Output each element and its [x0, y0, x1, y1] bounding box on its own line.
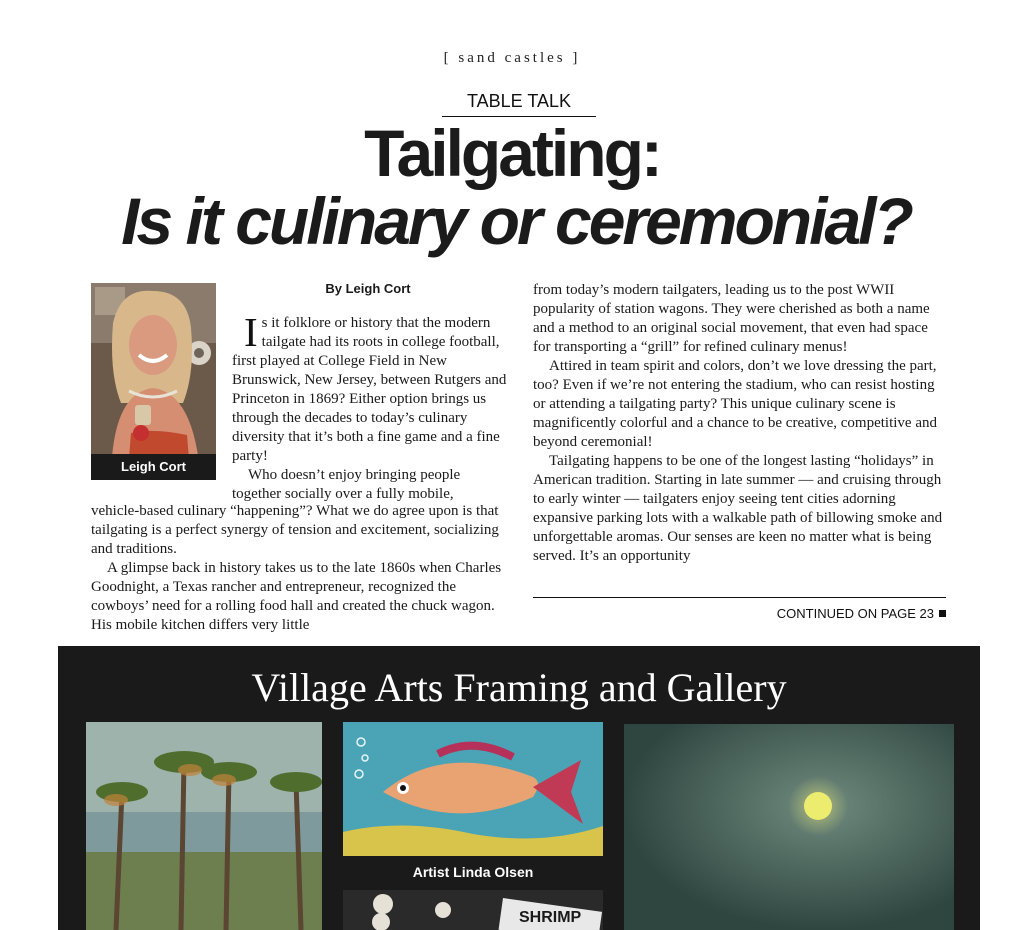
dropcap: I: [244, 309, 258, 355]
ad-title: Village Arts Framing and Gallery: [251, 665, 787, 710]
shrimp-painting: [343, 890, 603, 930]
end-square-icon: [939, 610, 946, 617]
author-photo: [91, 283, 216, 480]
moon-painting: [624, 724, 954, 930]
headline: [0, 116, 1024, 258]
column-rule: [533, 597, 946, 598]
headline-line2: Is it culinary or ceremonial?: [121, 184, 911, 258]
paragraph-3: A glimpse back in history takes us to the late 1860s when Charles Goodnight, a Texas rancher and entrepreneur, recognized the cowboys’ need for a rolling food hall and created the chuck wagon. His mobile kitchen differs very little: [91, 560, 502, 633]
artist-label: Artist Linda Olsen: [412, 864, 534, 880]
paragraph-5: Attired in team spirit and colors, don’t we love dressing the part, too? Even if we’re not entering the stadium, who can resist hosting or attending a tailgating party? This unique culinary scene is magnificently colorful and a chance to be creative, competitive and beyond ceremonial!: [533, 358, 937, 450]
paragraph-2-end: vehicle-based culinary “happening”? What we do agree upon is that tailgating is a perfect synergy of tension and excitement, socializing and traditions.: [91, 503, 499, 557]
continued-line: [533, 606, 946, 621]
paragraph-4: from today’s modern tailgaters, leading us to the post WWII popularity of station wagons. They were cherished as both a name and a method to an original social movement, that even had space for transporting a “grill” for refined culinary menus!: [533, 282, 930, 355]
paragraph-2-start: Who doesn’t enjoy bringing people together socially over a fully mobile,: [232, 467, 461, 502]
section-tag: [ sand castles ]: [443, 50, 581, 66]
paragraph-6: Tailgating happens to be one of the longest lasting “holidays” in American tradition. Starting in late summer — and cruising through to early winter — tailgaters enjoy seeing tent cities adorning expansive parking lots with a walkable path of billowing smoke and unforgettable aromas. Our senses are keen no matter what is being served. It’s an opportunity: [533, 453, 943, 564]
column-1-narrow: [232, 309, 507, 504]
paragraph-1-text: s it folklore or history that the modern tailgate had its roots in college football, first played at College Field in New Brunswick, New Jersey, between Rutgers and Princeton in 1869? Either option brings us through the decades to today’s culinary diversity that it’s both a fine game and a fine party!: [232, 315, 507, 464]
headline-line1: Tailgating:: [364, 116, 660, 190]
author-portrait-image: [91, 283, 216, 480]
column-2: [533, 281, 947, 566]
byline: By Leigh Cort: [325, 281, 411, 296]
fish-painting: [343, 722, 603, 856]
photo-caption: Leigh Cort: [91, 454, 216, 480]
shrimp-sign-text: SHRIMP: [519, 909, 582, 926]
palm-trees-painting: [86, 722, 322, 930]
column-1-wide: [91, 502, 511, 635]
gallery-advertisement: [58, 646, 980, 930]
continued-text: CONTINUED ON PAGE 23: [776, 606, 934, 621]
paragraph-1: [232, 309, 507, 466]
kicker: TABLE TALK: [442, 91, 596, 117]
